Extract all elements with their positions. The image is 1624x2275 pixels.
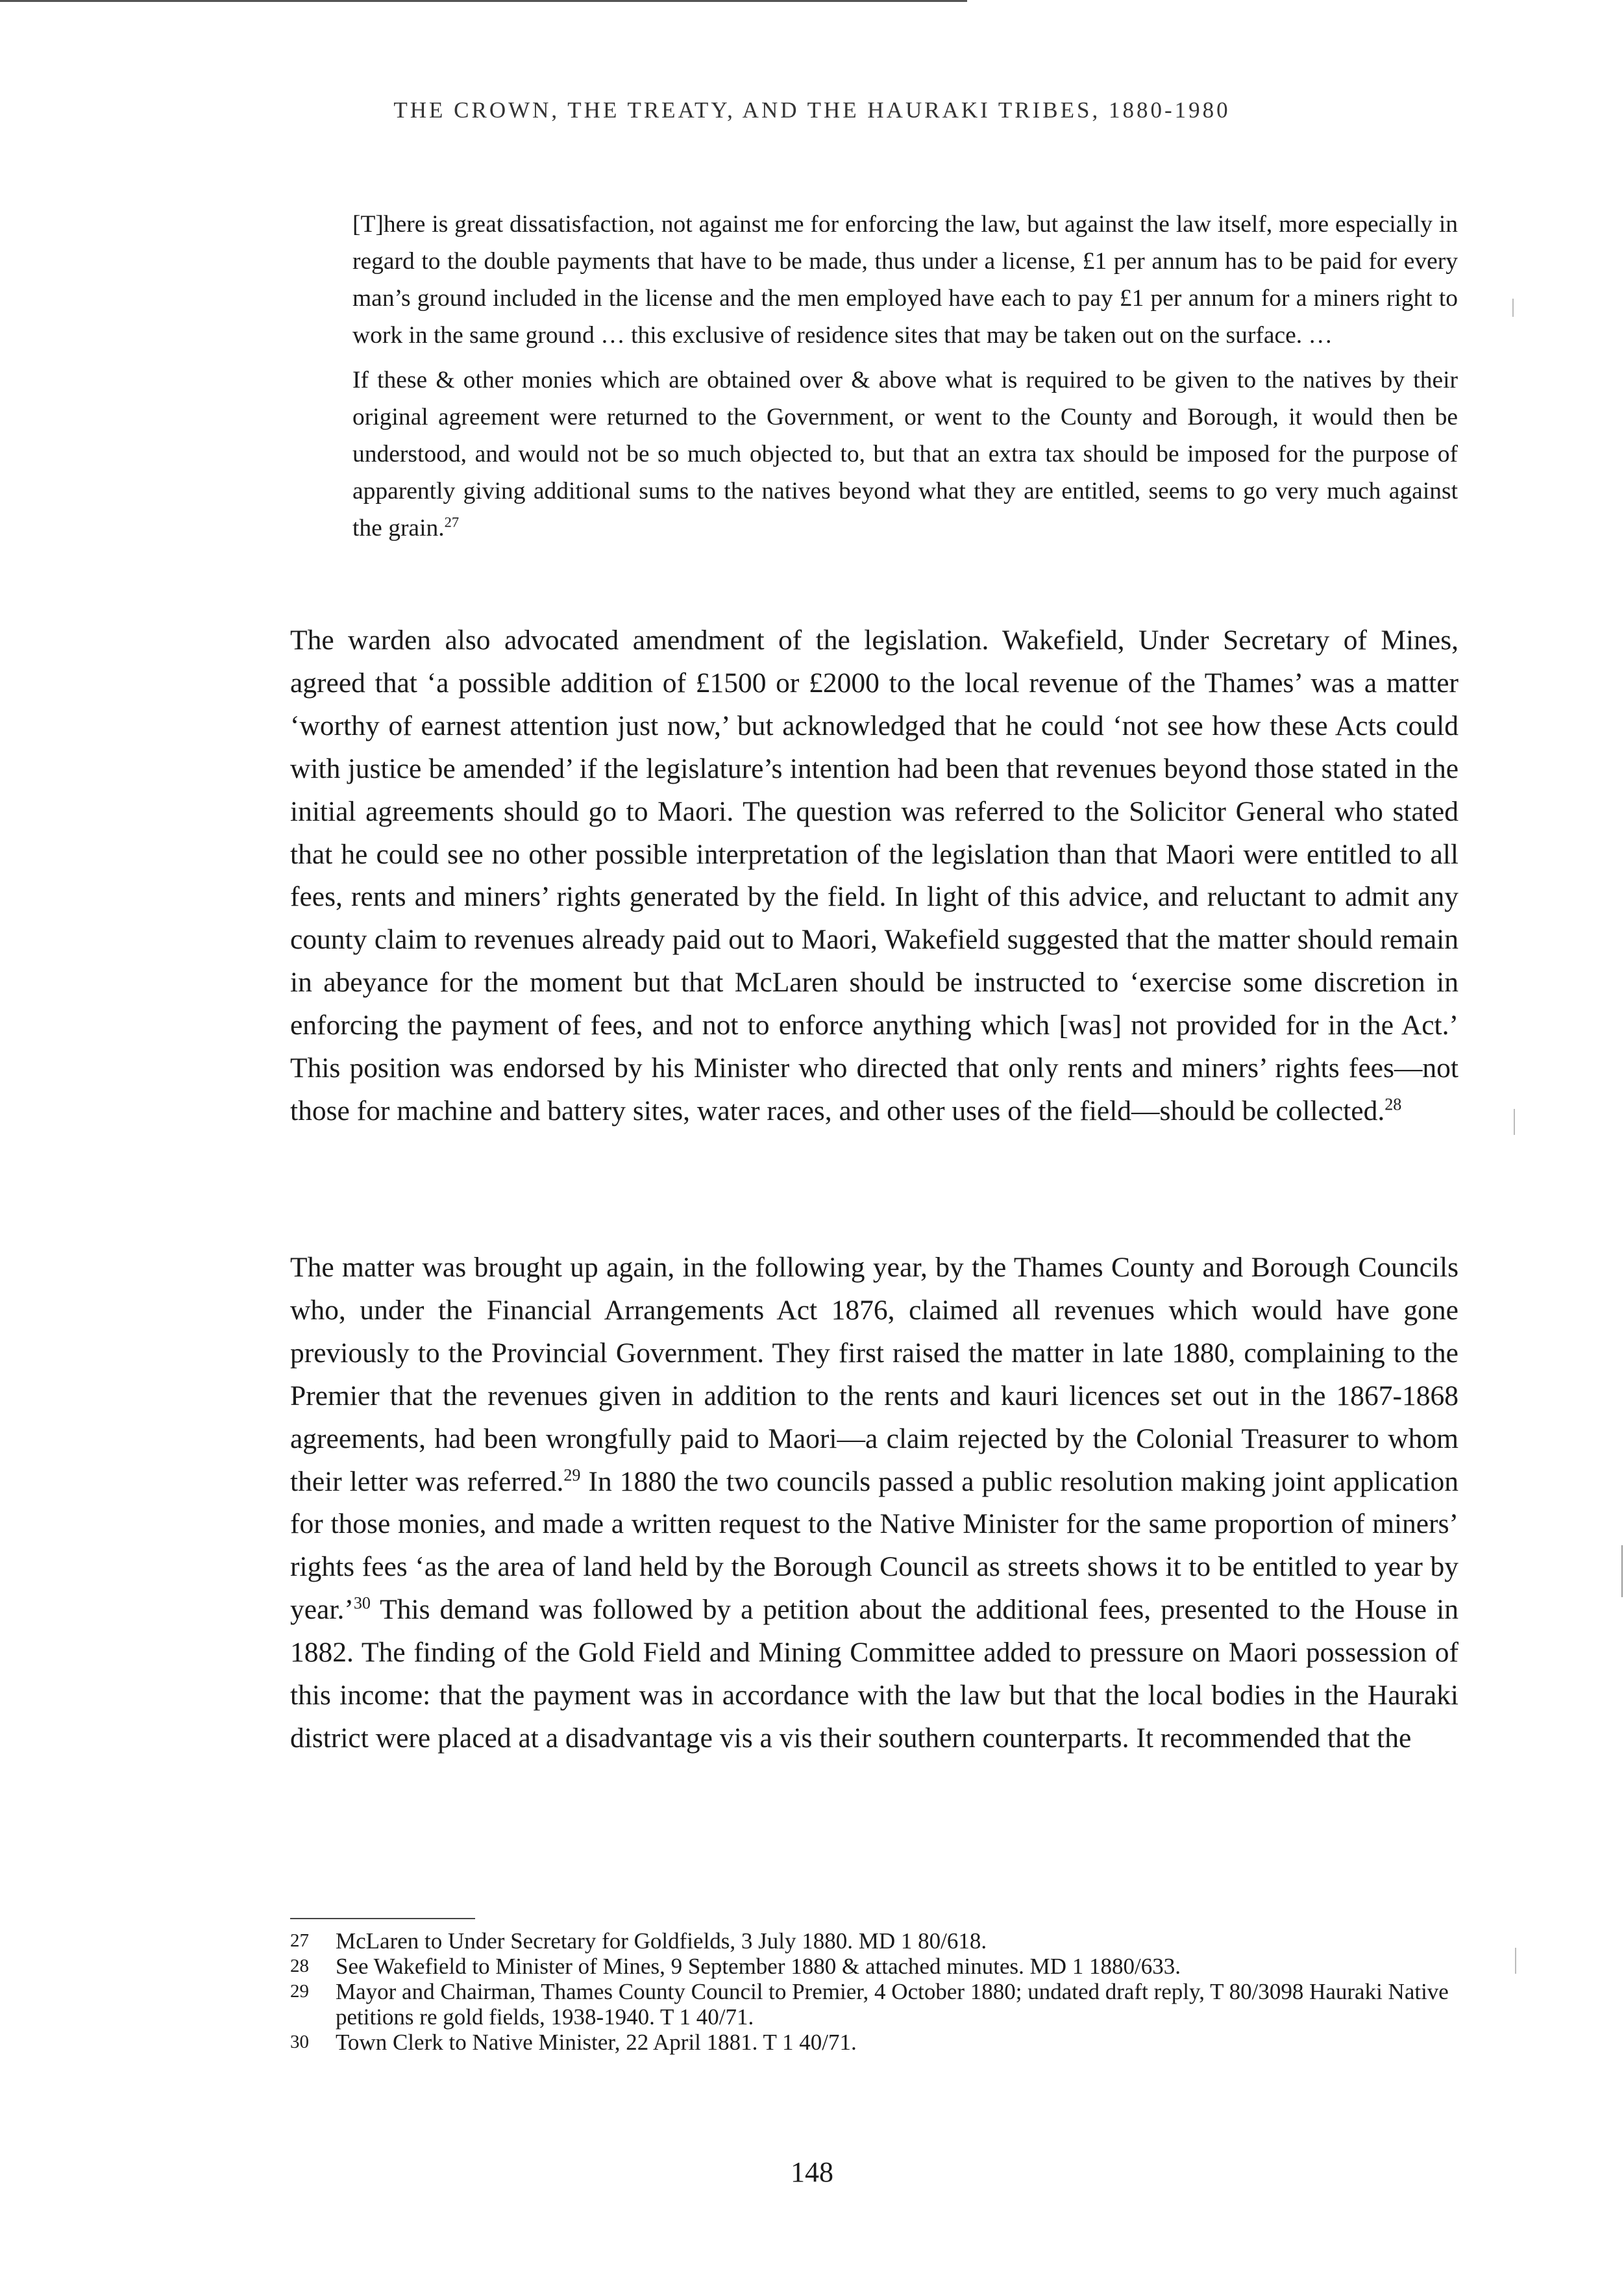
footnote-30 (290, 2030, 1458, 2055)
body-paragraph-2-text-a: The matter was brought up again, in the following year, by the Thames County and Borough Councils who, under the Financial Arrangements Act 1876, claimed all revenues which would have gone previously to the Provincial Government. They first raised the matter in late 1880, complaining to the Premier that the revenues given in addition to the rents and kauri licences set out in the 1867-1868 agreements, had been wrongfully paid to Maori—a claim rejected by the Colonial Treasurer to whom their letter was referred. (290, 1252, 1458, 1497)
footnote-number: 28 (290, 1956, 309, 1976)
scan-artifact-mark (1514, 1109, 1515, 1135)
quote-paragraph-2 (352, 362, 1458, 547)
body-paragraph-1-text: The warden also advocated amendment of the legislation. Wakefield, Under Secretary of Mines, agreed that ‘a possible addition of £1500 or £2000 to the local revenue of the Thames’ was a matter ‘worthy of earnest attention just now,’ but acknowledged that he could ‘not see how these Acts could with justice be amended’ if the legislature’s intention had been that revenues beyond those stated in the initial agreements should go to Maori. The question was referred to the Solicitor General who stated that he could see no other possible interpretation of the legislation than that Maori were entitled to all fees, rents and miners’ rights generated by the field. In light of this advice, and reluctant to admit any county claim to revenues already paid out to Maori, Wakefield suggested that the matter should remain in abeyance for the moment but that McLaren should be instructed to ‘exercise some discretion in enforcing the payment of fees, and not to enforce anything which [was] not provided for in the Act.’ This position was endorsed by his Minister who directed that only rents and miners’ rights fees—not those for machine and battery sites, water races, and other uses of the field—should be collected. (290, 625, 1458, 1126)
footnote-number: 29 (290, 1981, 309, 2002)
body-paragraph-1 (290, 619, 1458, 1133)
scan-artifact-mark (1621, 1545, 1623, 1597)
footnote-text: McLaren to Under Secretary for Goldfields, 3 July 1880. MD 1 80/618. (336, 1928, 987, 1954)
body-paragraph-2-text-c: This demand was followed by a petition about the additional fees, presented to the House in 1882. The finding of the Gold Field and Mining Committee added to pressure on Maori possession of this income: that the payment was in accordance with the law but that the local bodies in the Hauraki district were placed at a disadvantage vis a vis their southern counterparts. It recommended that the (290, 1594, 1458, 1754)
footnotes (290, 1928, 1458, 2055)
body-paragraph-2 (290, 1247, 1458, 1760)
scan-artifact-mark (1515, 1948, 1516, 1974)
footnote-29 (290, 1979, 1458, 2030)
quote-paragraph-2-text: If these & other monies which are obtained over & above what is required to be given to the natives by their original agreement were returned to the Government, or went to the County and Borough, it would then be understood, and would not be so much objected to, but that an extra tax should be imposed for the purpose of apparently giving additional sums to the natives beyond what they are entitled, seems to go very much against the grain. (352, 367, 1458, 541)
footnote-text: Mayor and Chairman, Thames County Council to Premier, 4 October 1880; undated draft reply, T 80/3098 Hauraki Native petitions re gold fields, 1938-1940. T 1 40/71. (336, 1979, 1449, 2030)
page-number: 148 (791, 2156, 833, 2188)
top-rule (0, 0, 967, 2)
footnote-text: See Wakefield to Minister of Mines, 9 September 1880 & attached minutes. MD 1 1880/633. (336, 1954, 1181, 1979)
footnote-number: 27 (290, 1930, 309, 1951)
footnote-28 (290, 1954, 1458, 1979)
footnote-27 (290, 1928, 1458, 1954)
footnote-ref-27: 27 (444, 514, 460, 530)
quote-paragraph-1: [T]here is great dissatisfaction, not against me for enforcing the law, but against the law itself, more especially in regard to the double payments that have to be made, thus under a license, £1 per annum has to be paid for every man’s ground included in the license and the men employed have each to pay £1 per annum for a miners right to work in the same ground … this exclusive of residence sites that may be taken out on the surface. … (352, 211, 1458, 349)
footnote-text: Town Clerk to Native Minister, 22 April 1881. T 1 40/71. (336, 2030, 857, 2055)
footnote-ref-29: 29 (563, 1465, 581, 1484)
footnote-ref-28: 28 (1384, 1095, 1402, 1114)
footnote-number: 30 (290, 2032, 309, 2052)
block-quote (352, 206, 1458, 547)
body-paragraph-2-text-b: In 1880 the two councils passed a public resolution making joint application for those monies, and made a written request to the Native Minister for the same proportion of miners’ rights fees ‘as the area of land held by the Borough Council as streets shows it to be entitled to year by year.’ (290, 1465, 1458, 1626)
footnote-rule (290, 1918, 475, 1919)
footnote-ref-30: 30 (353, 1593, 371, 1613)
running-head: THE CROWN, THE TREATY, AND THE HAURAKI TRIBES, 1880-1980 (393, 97, 1231, 123)
scan-artifact-mark (1512, 299, 1514, 317)
